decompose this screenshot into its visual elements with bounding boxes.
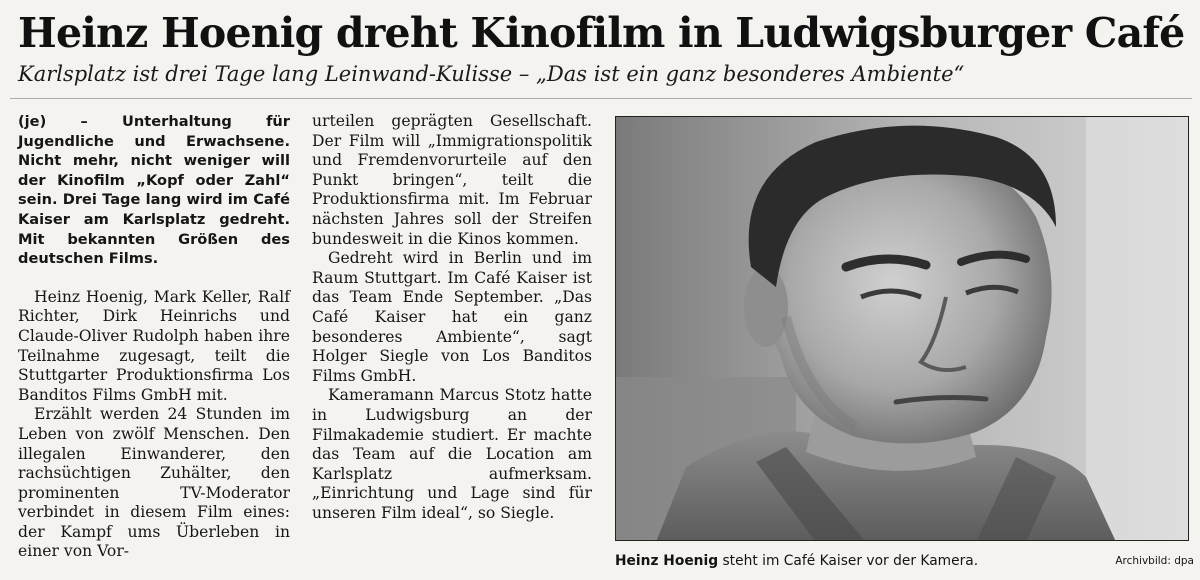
portrait-photo <box>615 116 1189 541</box>
photo-credit: Archivbild: dpa <box>1115 555 1194 567</box>
body-paragraph: Kameramann Marcus Stotz hatte in Ludwigsburg an der Filmakademie studiert. Er machte das Team auf die Location am Karlsplatz aufmerksam. „Einrichtung und Lage sind für unseren Film ideal“, so Siegle. <box>312 386 592 522</box>
body-paragraph: Gedreht wird in Berlin und im Raum Stuttgart. Im Café Kaiser ist das Team Ende September. „Das Café Kaiser hat ein ganz besonderes Ambiente“, sagt Holger Siegle von Los Banditos Films GmbH. <box>312 249 592 385</box>
headline: Heinz Hoenig dreht Kinofilm in Ludwigsburger Café <box>18 9 1185 57</box>
article-column-2 <box>312 112 592 523</box>
body-paragraph: Erzählt werden 24 Stunden im Leben von zwölf Menschen. Den illegalen Einwanderer, den rachsüchtigen Zuhälter, den prominenten TV-Moderator verbindet in diesem Film eines: der Kampf ums Überleben in einer von Vor- <box>18 405 290 561</box>
photo-caption <box>615 550 1189 572</box>
body-paragraph: urteilen geprägten Gesellschaft. Der Film will „Immigrationspolitik und Fremdenvorurteile auf den Punkt bringen“, teilt die Produktionsfirma mit. Im Februar nächsten Jahres soll der Streifen bundesweit in die Kinos kommen. <box>312 112 592 248</box>
subheadline: Karlsplatz ist drei Tage lang Leinwand-Kulisse – „Das ist ein ganz besonderes Ambiente“ <box>18 62 965 86</box>
caption-text: steht im Café Kaiser vor der Kamera. <box>718 553 979 569</box>
body-paragraph: Heinz Hoenig, Mark Keller, Ralf Richter, Dirk Heinrichs und Claude-Oliver Rudolph haben ihre Teilnahme zugesagt, teilt die Stuttgarter Produktionsfirma Los Banditos Films GmbH mit. <box>18 287 290 404</box>
header-rule <box>10 98 1192 99</box>
article-column-1 <box>18 112 290 562</box>
lead-paragraph: (je) – Unterhaltung für Jugendliche und Erwachsene. Nicht mehr, nicht weniger will der Kinofilm „Kopf oder Zahl“ sein. Drei Tage lang wird im Café Kaiser am Karlsplatz gedreht. Mit bekannten Größen des deutschen Films. <box>18 113 290 268</box>
caption-name: Heinz Hoenig <box>615 553 719 569</box>
portrait-illustration <box>616 117 1189 541</box>
